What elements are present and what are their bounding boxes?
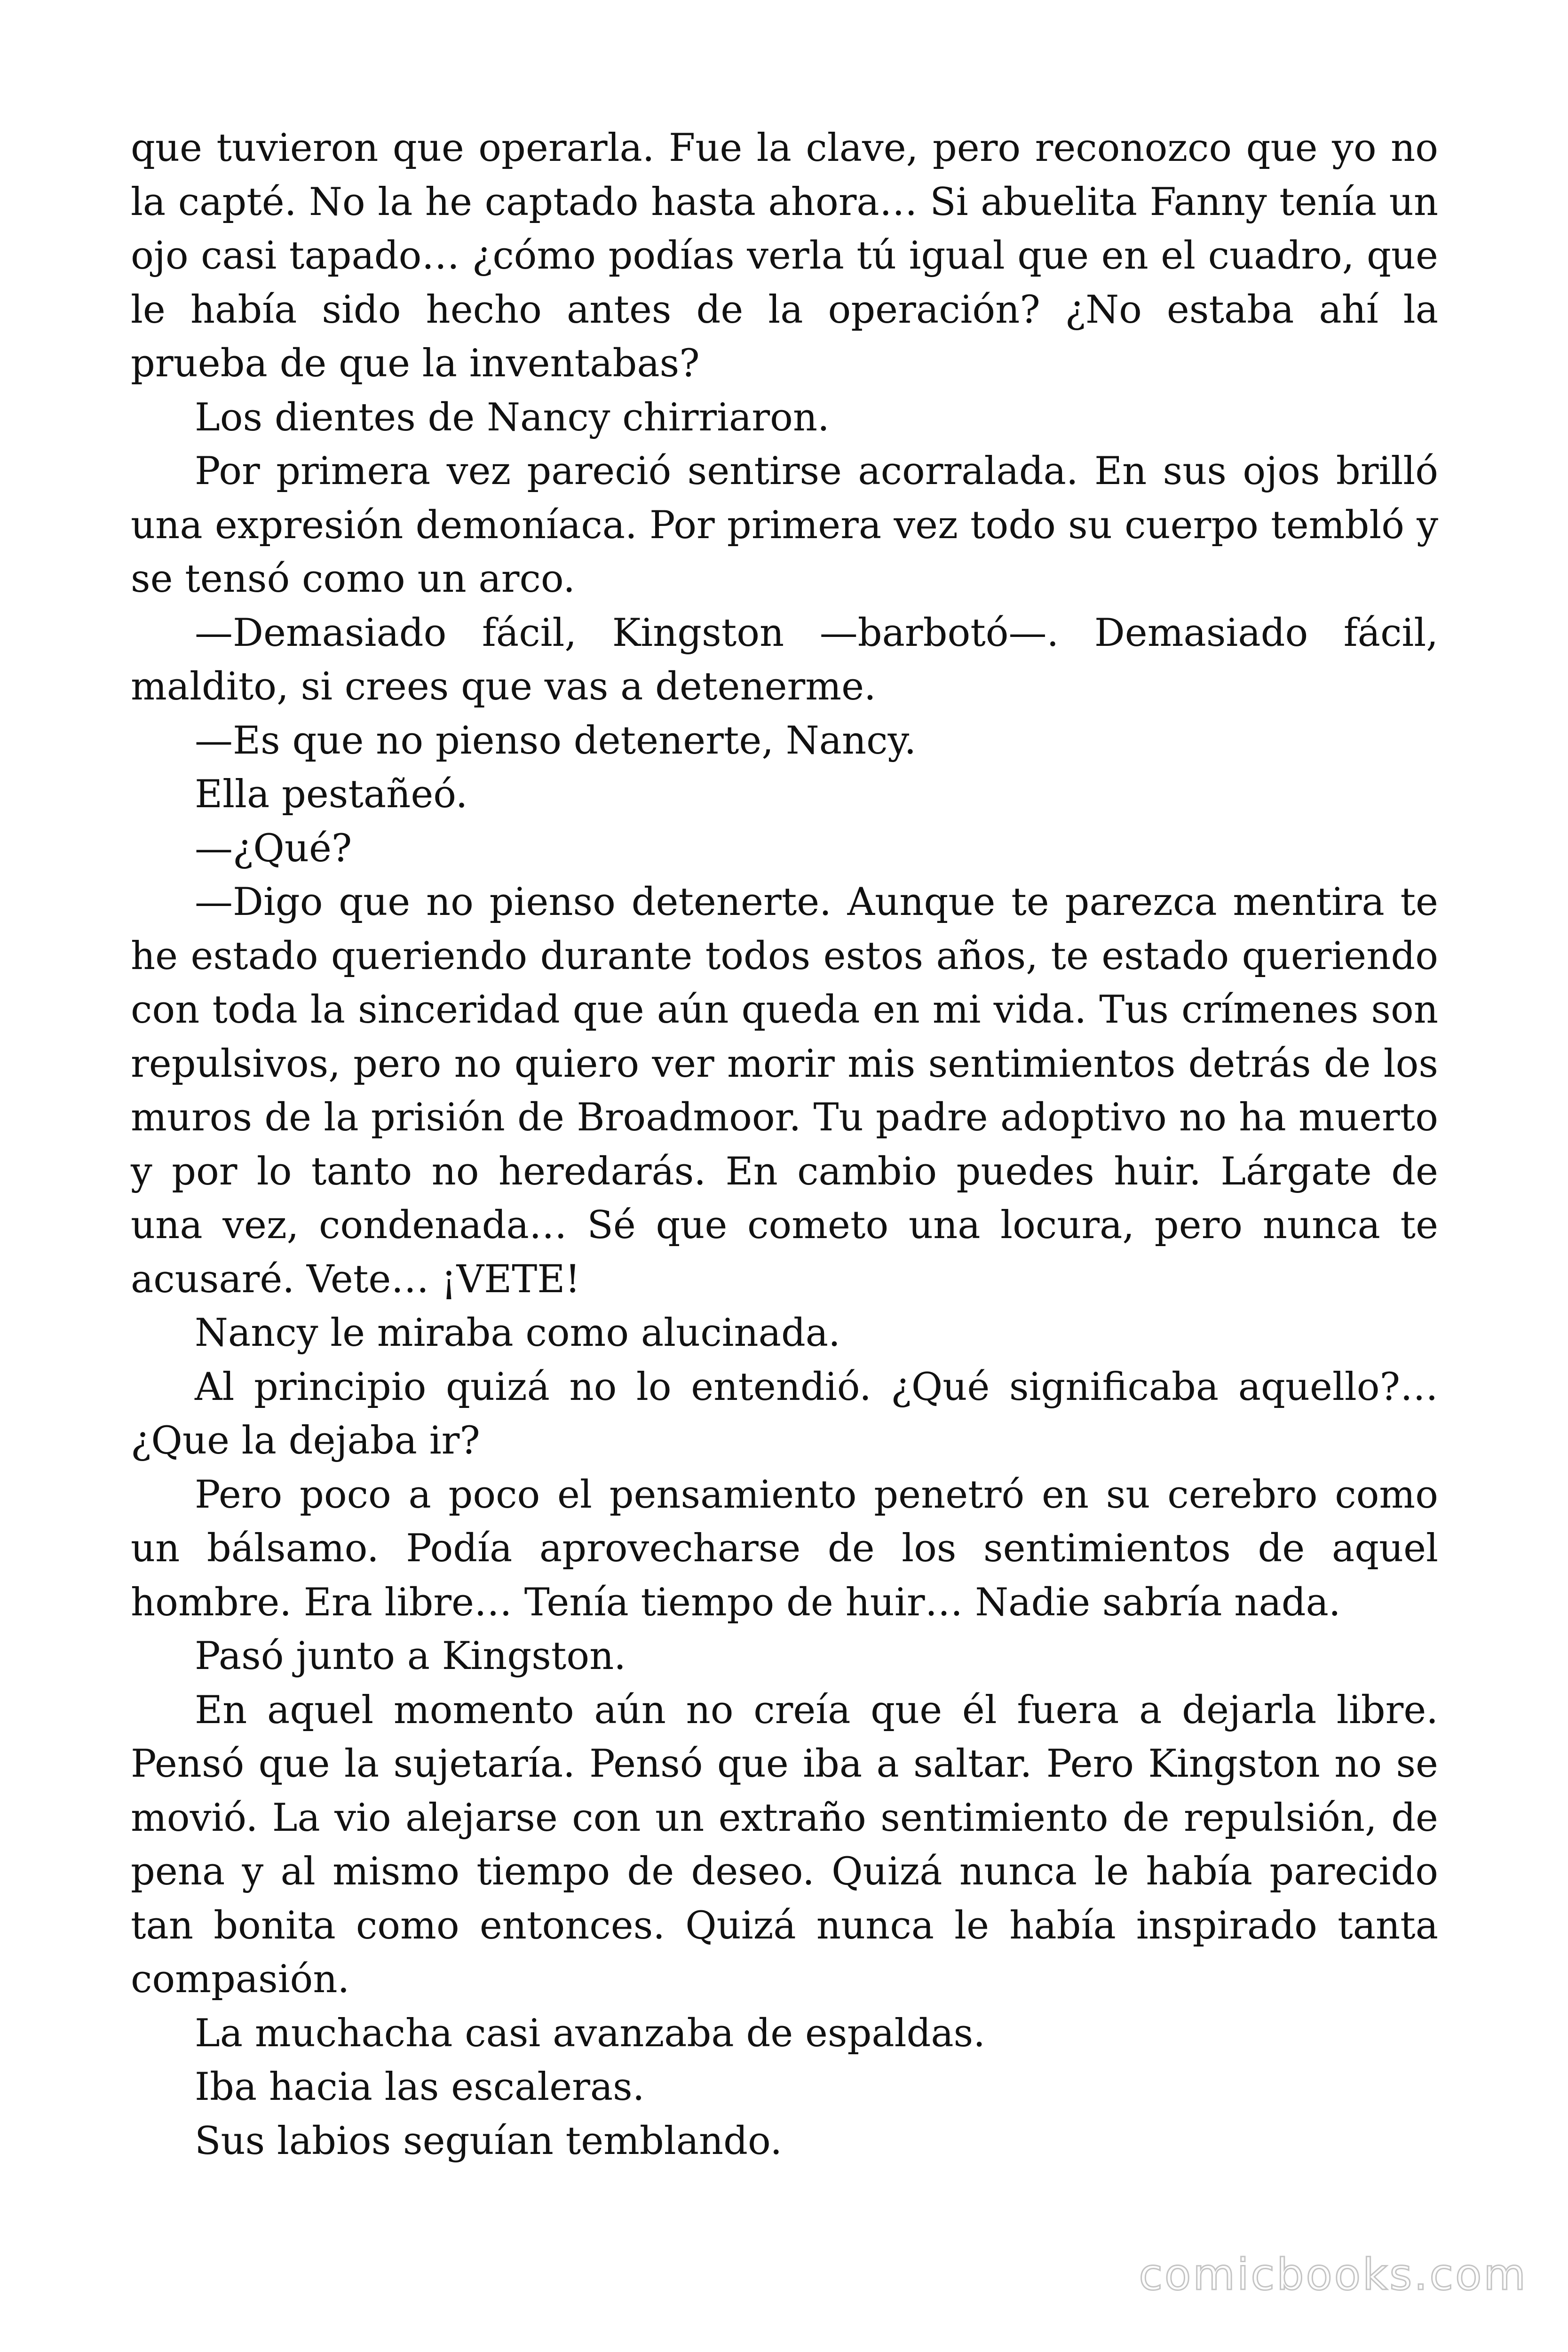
paragraph-15: Iba hacia las escaleras. [195, 2065, 645, 2109]
paragraph-9: Nancy le miraba como alucinada. [195, 1311, 840, 1355]
paragraph-11: Pero poco a poco el pensamiento penetró en su cerebro como un bálsamo. Podía aprovecharse de los sentimientos de aquel hombre. Era libre… Tenía tiempo de huir… Nadie sabría nada. [131, 1472, 1438, 1625]
paragraph-12: Pasó junto a Kingston. [195, 1634, 626, 1678]
paragraph-2: Los dientes de Nancy chirriaron. [195, 395, 830, 440]
watermark: comicbooks.com [1139, 2249, 1528, 2300]
paragraph-16: Sus labios seguían temblando. [195, 2119, 783, 2163]
paragraph-6: Ella pestañeó. [195, 772, 468, 817]
paragraph-1: que tuvieron que operarla. Fue la clave, pero reconozco que yo no la capté. No la he captado hasta ahora… Si abuelita Fanny tenía un ojo casi tapado… ¿cómo podías verla tú igual que en el cuadro, que le había sido hecho antes de la operación? ¿No estaba ahí la prueba de que la inventabas? [131, 126, 1438, 386]
paragraph-3: Por primera vez pareció sentirse acorralada. En sus ojos brilló una expresión demoníaca. Por primera vez todo su cuerpo tembló y se tensó como un arco. [131, 449, 1438, 601]
body-text [131, 121, 1438, 2168]
paragraph-13: En aquel momento aún no creía que él fuera a dejarla libre. Pensó que la sujetaría. Pensó que iba a saltar. Pero Kingston no se movió. La vio alejarse con un extraño sentimiento de repulsión, de pena y al mismo tiempo de deseo. Quizá nunca le había parecido tan bonita como entonces. Quizá nunca le había inspirado tanta compasión. [131, 1688, 1438, 2002]
paragraph-4: —Demasiado fácil, Kingston —barbotó—. Demasiado fácil, maldito, si crees que vas a detenerme. [131, 611, 1438, 709]
paragraph-7: —¿Qué? [195, 826, 352, 871]
paragraph-8: —Digo que no pienso detenerte. Aunque te parezca mentira te he estado queriendo durante todos estos años, te estado queriendo con toda la sinceridad que aún queda en mi vida. Tus crímenes son repulsivos, pero no quiero ver morir mis sentimientos detrás de los muros de la prisión de Broadmoor. Tu padre adoptivo no ha muerto y por lo tanto no heredarás. En cambio puedes huir. Lárgate de una vez, condenada… Sé que cometo una locura, pero nunca te acusaré. Vete… ¡VETE! [131, 880, 1438, 1302]
paragraph-5: —Es que no pienso detenerte, Nancy. [195, 718, 917, 763]
paragraph-10: Al principio quizá no lo entendió. ¿Qué significaba aquello?… ¿Que la dejaba ir? [131, 1365, 1438, 1463]
paragraph-14: La muchacha casi avanzaba de espaldas. [195, 2011, 985, 2056]
